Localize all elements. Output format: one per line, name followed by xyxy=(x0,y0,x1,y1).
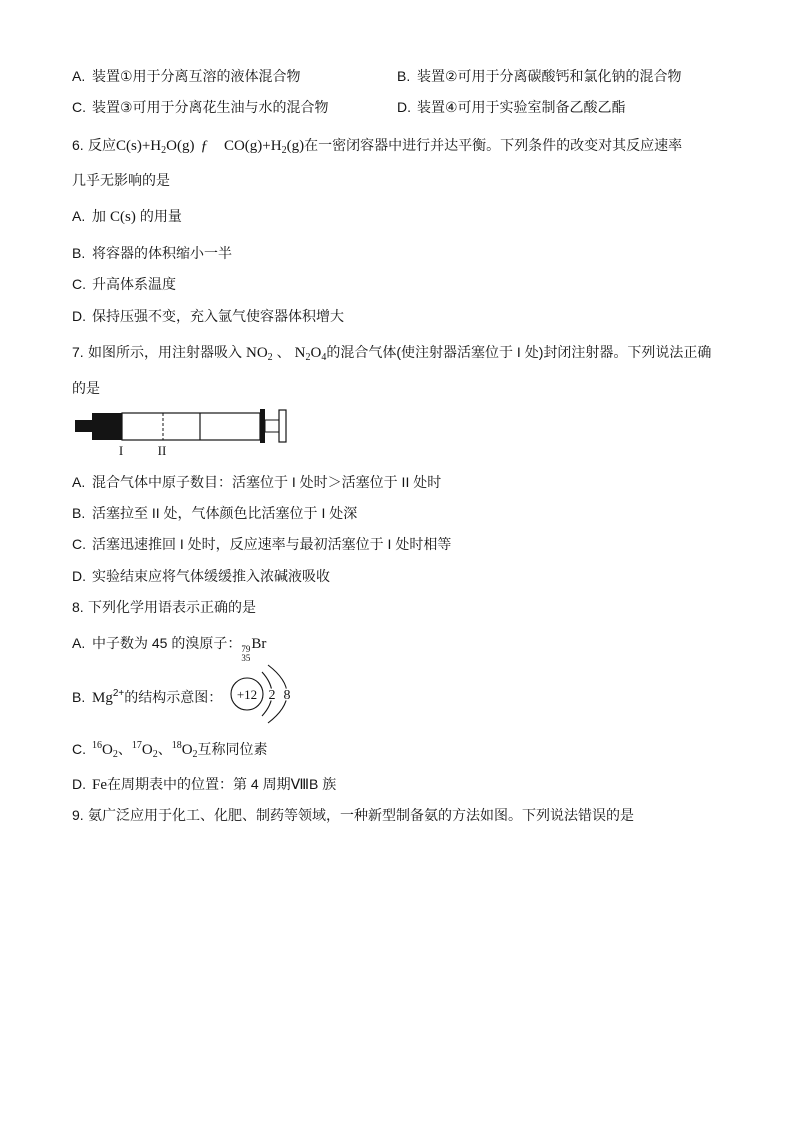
element-symbol: O xyxy=(181,742,193,758)
syringe-flange xyxy=(260,409,265,443)
option-label: C. xyxy=(72,276,86,292)
stem-text: 在一密闭容器中进行并达平衡。下列条件的改变对其反应速率 xyxy=(304,137,683,153)
species-2 xyxy=(132,742,158,758)
plunger-rod xyxy=(265,420,279,432)
option-text: 升高体系温度 xyxy=(92,276,176,292)
stem-text: 如图所示，用注射器吸入 xyxy=(88,344,242,360)
option-label: C. xyxy=(72,741,86,757)
equation-part: O(g) xyxy=(166,138,195,154)
ion-charge: 2+ xyxy=(112,688,125,699)
option-text: 将容器的体积缩小一半 xyxy=(92,245,232,261)
q8-stem xyxy=(72,597,256,617)
option-label: B. xyxy=(72,245,86,261)
q7-stem-line-1 xyxy=(72,342,711,362)
shell-electron-count-2: 8 xyxy=(283,688,291,703)
option-text: 的结构示意图： xyxy=(124,689,223,705)
subscript: 2 xyxy=(281,145,287,156)
formula-part: O xyxy=(310,345,322,361)
atomic-number: 35 xyxy=(241,653,251,663)
option-text: 中子数为 45 的溴原子： xyxy=(92,635,242,651)
species-3 xyxy=(172,742,198,758)
formula: C(s) xyxy=(110,209,136,225)
formula-no2 xyxy=(246,345,273,361)
separator: 、 xyxy=(276,344,291,360)
ion-symbol: Mg xyxy=(92,690,113,706)
option-text: 互称同位素 xyxy=(197,741,268,757)
q7-stem-line-2 xyxy=(72,378,100,398)
subscript: 2 xyxy=(305,352,311,363)
equilibrium-arrow-icon: ƒ xyxy=(200,138,208,154)
subscript: 2 xyxy=(112,749,118,760)
option-label: C. xyxy=(72,99,86,115)
stem-text: 的是 xyxy=(72,380,100,396)
question-number: 9. xyxy=(72,807,84,823)
subscript: 2 xyxy=(267,352,273,363)
option-text: 装置③可用于分离花生油与水的混合物 xyxy=(92,99,329,115)
q5-option-a xyxy=(72,66,301,86)
option-text: 装置④可用于实验室制备乙酸乙酯 xyxy=(417,99,626,115)
element-symbol: O xyxy=(102,742,113,758)
q8-option-d xyxy=(72,774,336,794)
species-1 xyxy=(92,742,118,758)
syringe-nozzle xyxy=(75,420,92,432)
syringe-figure xyxy=(70,405,295,460)
separator: 、 xyxy=(157,741,172,757)
mass-number: 79 xyxy=(241,644,251,654)
option-text: 保持压强不变，充入氩气使容器体积增大 xyxy=(92,308,344,324)
option-label: B. xyxy=(397,68,411,84)
q8-option-c xyxy=(72,736,268,760)
mass-number: 17 xyxy=(131,740,142,751)
q6-option-b xyxy=(72,243,232,263)
stem-text: 下列化学用语表示正确的是 xyxy=(88,599,256,615)
mass-number: 18 xyxy=(171,740,182,751)
option-label: D. xyxy=(72,308,86,324)
formula-part: N xyxy=(294,345,306,361)
option-text: 实验结束应将气体缓缓推入浓碱液吸收 xyxy=(92,568,330,584)
q6-option-d xyxy=(72,306,344,326)
option-label: A. xyxy=(72,635,86,651)
option-text: 的用量 xyxy=(139,208,182,224)
option-label: D. xyxy=(72,568,86,584)
option-label: D. xyxy=(397,99,411,115)
stem-text: 的混合气体(使注射器活塞位于 I 处)封闭注射器。下列说法正确 xyxy=(326,344,712,360)
option-text: 活塞拉至 II 处，气体颜色比活塞位于 I 处深 xyxy=(92,505,358,521)
q6-option-c xyxy=(72,274,176,294)
position-label-i: I xyxy=(118,443,124,458)
question-number: 7. xyxy=(72,344,84,360)
shell-electron-count-1: 2 xyxy=(268,688,276,703)
q5-option-d xyxy=(397,97,626,117)
question-number: 6. xyxy=(72,137,84,153)
equation-part: C(s)+H xyxy=(116,138,162,154)
q5-option-c xyxy=(72,97,329,117)
formula-n2o4 xyxy=(295,345,327,361)
q7-option-c xyxy=(72,534,451,554)
question-number: 8. xyxy=(72,599,84,615)
q9-stem xyxy=(72,805,634,825)
subscript: 2 xyxy=(161,145,167,156)
syringe-gas-filled-end xyxy=(92,413,122,440)
option-text: 装置①用于分离互溶的液体混合物 xyxy=(92,68,301,84)
option-label: B. xyxy=(72,505,86,521)
formula-part: NO xyxy=(246,345,268,361)
subscript: 2 xyxy=(152,749,158,760)
q5-option-b xyxy=(397,66,682,86)
option-label: D. xyxy=(72,776,86,792)
stem-text: 几乎无影响的是 xyxy=(72,172,170,188)
option-text: 加 xyxy=(92,208,106,224)
q7-option-d xyxy=(72,566,330,586)
option-label: C. xyxy=(72,536,86,552)
q8-option-a xyxy=(72,633,267,663)
stem-text: 反应 xyxy=(88,137,116,153)
option-text: 在周期表中的位置：第 4 周期ⅧB 族 xyxy=(107,776,337,792)
equation-part: CO(g)+H xyxy=(223,138,282,154)
element-symbol: Br xyxy=(251,636,267,652)
option-label: A. xyxy=(72,68,86,84)
mg-ion-structure-diagram xyxy=(226,659,298,729)
option-text: 活塞迅速推回 I 处时，反应速率与最初活塞位于 I 处时相等 xyxy=(92,536,452,552)
q7-option-a xyxy=(72,472,441,492)
subscript: 4 xyxy=(321,352,327,363)
option-label: B. xyxy=(72,689,86,705)
separator: 、 xyxy=(117,741,132,757)
element-symbol: O xyxy=(141,742,153,758)
equation-part: (g) xyxy=(286,138,305,154)
q6-option-a xyxy=(72,206,182,226)
option-label: A. xyxy=(72,208,86,224)
option-label: A. xyxy=(72,474,86,490)
mass-number: 16 xyxy=(92,740,102,751)
stem-text: 氨广泛应用于化工、化肥、制药等领域，一种新型制备氨的方法如图。下列说法错误的是 xyxy=(88,807,634,823)
q7-option-b xyxy=(72,503,357,523)
option-text: 装置②可用于分离碳酸钙和氯化钠的混合物 xyxy=(417,68,682,84)
plunger-handle xyxy=(279,410,286,442)
q8-option-b xyxy=(72,684,222,704)
equation xyxy=(116,138,304,154)
syringe-barrel xyxy=(122,413,260,440)
position-label-ii: II xyxy=(157,443,167,458)
q6-stem-line-1 xyxy=(72,135,682,155)
element-symbol: Fe xyxy=(92,777,107,793)
option-text: 混合气体中原子数目：活塞位于 I 处时＞活塞位于 II 处时 xyxy=(92,474,442,490)
subscript: 2 xyxy=(192,749,198,760)
nucleus-charge: +12 xyxy=(236,687,258,702)
q6-stem-line-2 xyxy=(72,170,170,190)
